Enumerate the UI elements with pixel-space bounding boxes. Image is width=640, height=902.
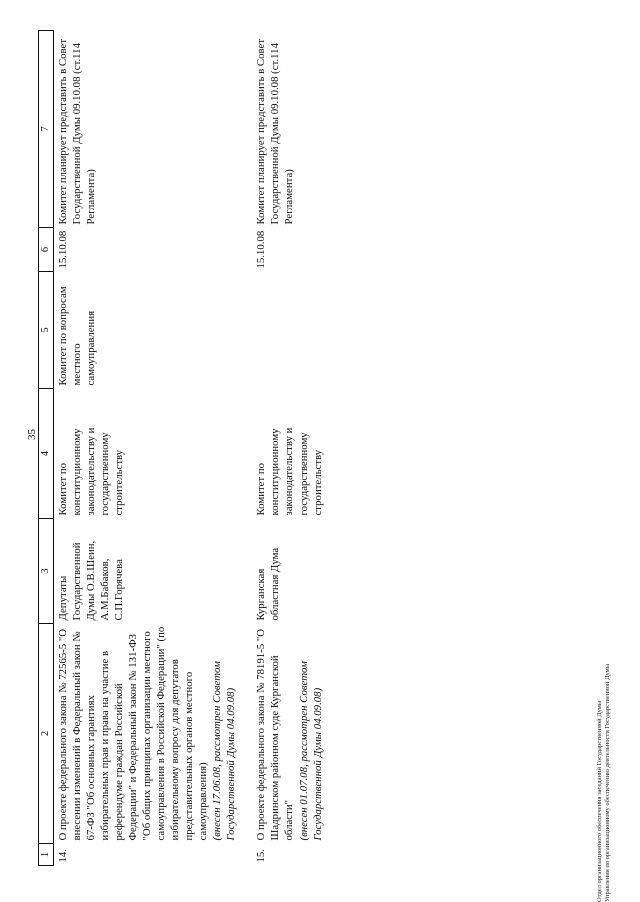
header-col-6: 6 (39, 228, 54, 272)
bill-author: Курганская областная Дума (255, 547, 282, 621)
responsible-committee: Комитет по конституционному законодательству и государственному строительству (57, 427, 126, 516)
header-col-3: 3 (39, 519, 54, 624)
deadline-date: 15.10.08 (57, 230, 69, 269)
table-header-row (39, 31, 54, 866)
row-number: 15. (255, 849, 268, 863)
header-col-5: 5 (39, 272, 54, 389)
responsible-committee: Комитет по конституционному законодательству и государственному строительству (255, 427, 324, 516)
table-row (252, 31, 338, 866)
status-note: Комитет планирует представить в Совет Государственной Думы 09.10.08 (ст.114 Регламента) (255, 38, 296, 225)
bill-author: Депутаты Государственной Думы О.В.Шеин, А.М.Бабаков, С.П.Горячева (57, 540, 126, 621)
bill-title: О проекте федерального закона № 72565-5 "О внесении изменений в Федеральный закон № 67-ФЗ "Об основных гарантиях избирательных прав и права на участие в референдуме граждан Российской Федерации" и Федеральный закон № 131-ФЗ "Об общих принципах организации местного самоуправления в Российской Федерации" (по избирательному вопросу для депутатов представительных органов местного самоуправления) (57, 626, 210, 841)
footer-department: Отдел организационного обеспечения заседаний Государственной Думы (596, 700, 603, 902)
bill-description (252, 624, 338, 844)
header-col-7: 7 (39, 31, 54, 228)
bill-meta: (внесен 17.06.08, рассмотрен Советом Государственной Думы 04.09.08) (211, 661, 238, 841)
page-number: 35 (26, 429, 38, 440)
header-col-1: 1 (39, 844, 54, 866)
bills-table (38, 30, 339, 866)
rotated-table-container (38, 31, 623, 866)
bill-description (54, 624, 253, 844)
footer (596, 582, 612, 902)
row-number: 14. (57, 849, 69, 863)
status-note: Комитет планирует представить в Совет Государственной Думы 09.10.08 (ст.114 Регламента) (57, 38, 98, 225)
header-col-4: 4 (39, 389, 54, 519)
bill-title: О проекте федерального закона № 78191-5 "О Шадринском районном суде Курганской области" (255, 628, 296, 841)
deadline-date: 15.10.08 (255, 230, 268, 269)
co-committee: Комитет по вопросам местного самоуправления (57, 286, 98, 386)
table-row (54, 31, 253, 866)
header-col-2: 2 (39, 624, 54, 844)
footer-directorate: Управления по организационному обеспечению деятельности Государственной Думы (604, 663, 612, 902)
co-committee (252, 272, 338, 389)
bill-meta: (внесен 01.07.08, рассмотрен Советом Государственной Думы 04.09.08) (297, 661, 324, 841)
